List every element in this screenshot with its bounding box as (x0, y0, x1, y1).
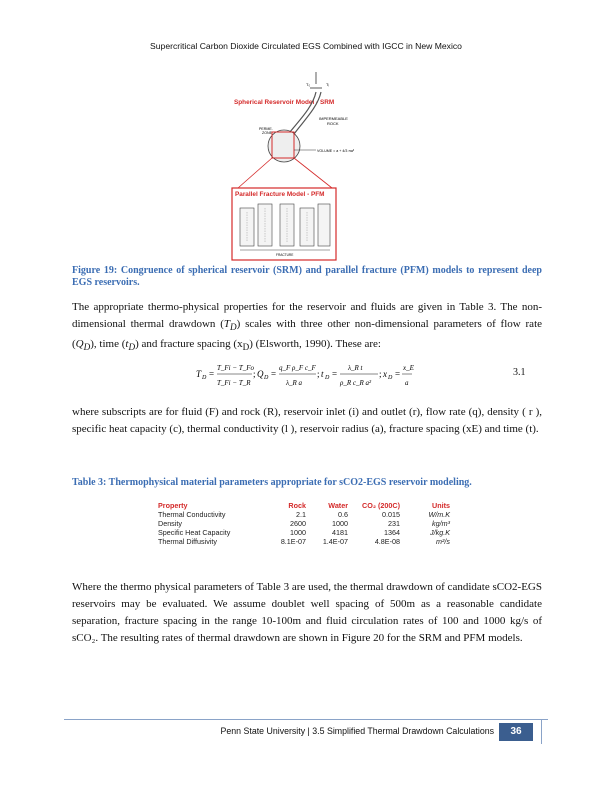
svg-text:=: = (271, 369, 277, 379)
table-cell: Thermal Diffusivity (158, 537, 217, 546)
reservoir-model-figure (224, 70, 394, 262)
page-footer: Penn State University | 3.5 Simplified Thermal Drawdown Calculations (220, 726, 494, 736)
svg-text:D: D (325, 375, 330, 381)
svg-text:=: = (209, 369, 215, 379)
paragraph-3: Where the thermo physical parameters of Table 3 are used, the thermal drawdown of candidate sCO2-EGS reservoirs may be evaluated. We assume doublet well spacing of 500m as a reasonable candidate separation, fracture spacing in the range 10-100m and fluid circulation rates of 100 and 1000 kg/s of sCO₂. The resulting rates of thermal drawdown are shown in Figure 20 for the SRM and PFM models. (72, 581, 542, 644)
fig-ti-label: Tᵢ (326, 82, 330, 87)
equation-number: 3.1 (513, 367, 526, 378)
table-header: Property (158, 501, 188, 510)
table-cell: 2600 (290, 519, 306, 528)
table-header-row (158, 501, 450, 510)
table-cell: W/m.K (428, 510, 450, 519)
svg-text:q_F ρ_F c_F: q_F ρ_F c_F (279, 364, 316, 372)
svg-text:T: T (196, 369, 202, 379)
table-row (158, 537, 450, 546)
table-cell: 1364 (384, 528, 400, 537)
properties-table (158, 501, 450, 546)
svg-text:D: D (202, 375, 207, 381)
table-header: CO₂ (200C) (362, 501, 400, 510)
table-cell: m²/s (436, 537, 450, 546)
table-header: Water (328, 501, 348, 510)
svg-text:=: = (332, 369, 338, 379)
pfm-label: Parallel Fracture Model - PFM (235, 191, 325, 198)
svg-text:D: D (264, 375, 269, 381)
svg-text:ρ_R c_R a²: ρ_R c_R a² (340, 379, 372, 387)
svg-text:T_Fi − T_Fo: T_Fi − T_Fo (217, 364, 255, 372)
equation-3-1 (196, 356, 456, 392)
table-cell: 2.1 (296, 510, 306, 519)
table-cell: 1000 (290, 528, 306, 537)
svg-text:a: a (405, 379, 409, 387)
table-cell: 4.8E-08 (374, 537, 400, 546)
table-cell: 8.1E-07 (280, 537, 306, 546)
table-row (158, 528, 450, 537)
table-cell: 1000 (332, 519, 348, 528)
volume-label: VOLUME = a + 4/3 πa³ (317, 149, 355, 153)
table-cell: 231 (388, 519, 400, 528)
srm-label: Spherical Reservoir Model - SRM (234, 99, 335, 106)
svg-text:t: t (321, 369, 324, 379)
footer-vertical-rule (541, 719, 542, 744)
table-cell: 4181 (332, 528, 348, 537)
perm-label: PERME. (259, 127, 273, 131)
table-cell: 1.4E-07 (322, 537, 348, 546)
page-header: Supercritical Carbon Dioxide Circulated EGS Combined with IGCC in New Mexico (150, 41, 462, 51)
zone-label: ZONE (262, 131, 272, 135)
table-cell: Thermal Conductivity (158, 510, 226, 519)
svg-text:D: D (388, 375, 393, 381)
table-cell: 0.6 (338, 510, 348, 519)
paragraph-2: where subscripts are for fluid (F) and rock (R), reservoir inlet (i) and outlet (r), flow rate (q), density ( r ), specific heat capacity (c), thermal conductivity (l ), reservoir radius (a), fracture spacing (xE) and time (t). (72, 406, 542, 435)
fracture-label: FRACTURE (276, 253, 294, 257)
table-cell: Specific Heat Capacity (158, 528, 231, 537)
svg-text:;: ; (379, 369, 382, 379)
fig-to-label: T₀ (306, 82, 311, 87)
table-cell: Density (158, 519, 182, 528)
svg-text:T_Fi − T_R: T_Fi − T_R (217, 379, 251, 387)
rock-label: ROCK (327, 121, 339, 126)
paragraph-1: The appropriate thermo-physical properties for the reservoir and fluids are given in Table 3. The non-dimensional thermal drawdown $(T_D)$ scales with three other non-dimensional parameters of flow rate $(Q_D)$, time $(t_D)$ and fracture spacing $(x_D)$ (Elsworth, 1990). These are: (72, 301, 543, 353)
svg-text:;: ; (317, 369, 320, 379)
table-cell: 0.015 (382, 510, 400, 519)
page-number: 36 (499, 723, 533, 741)
table-header: Rock (288, 501, 306, 510)
table-cell: J/kg.K (430, 528, 450, 537)
svg-text:x_E: x_E (403, 364, 414, 372)
impermeable-label: IMPERMEABLE (319, 116, 348, 121)
figure-caption: Figure 19: Congruence of spherical reservoir (SRM) and parallel fracture (PFM) models to represent deep EGS reservoirs. (72, 265, 542, 288)
svg-text:λ_R a: λ_R a (286, 379, 303, 387)
svg-text:x: x (383, 369, 387, 379)
table-header: Units (432, 501, 450, 510)
svg-text:=: = (395, 369, 401, 379)
table-cell: kg/m³ (432, 519, 450, 528)
table-row (158, 519, 450, 528)
table-row (158, 510, 450, 519)
svg-text:;: ; (253, 369, 256, 379)
footer-divider (64, 719, 548, 720)
table-caption: Table 3: Thermophysical material parameters appropriate for sCO2-EGS reservoir modeling. (72, 477, 472, 488)
svg-text:Q: Q (257, 369, 264, 379)
svg-text:λ_R t: λ_R t (348, 364, 363, 372)
